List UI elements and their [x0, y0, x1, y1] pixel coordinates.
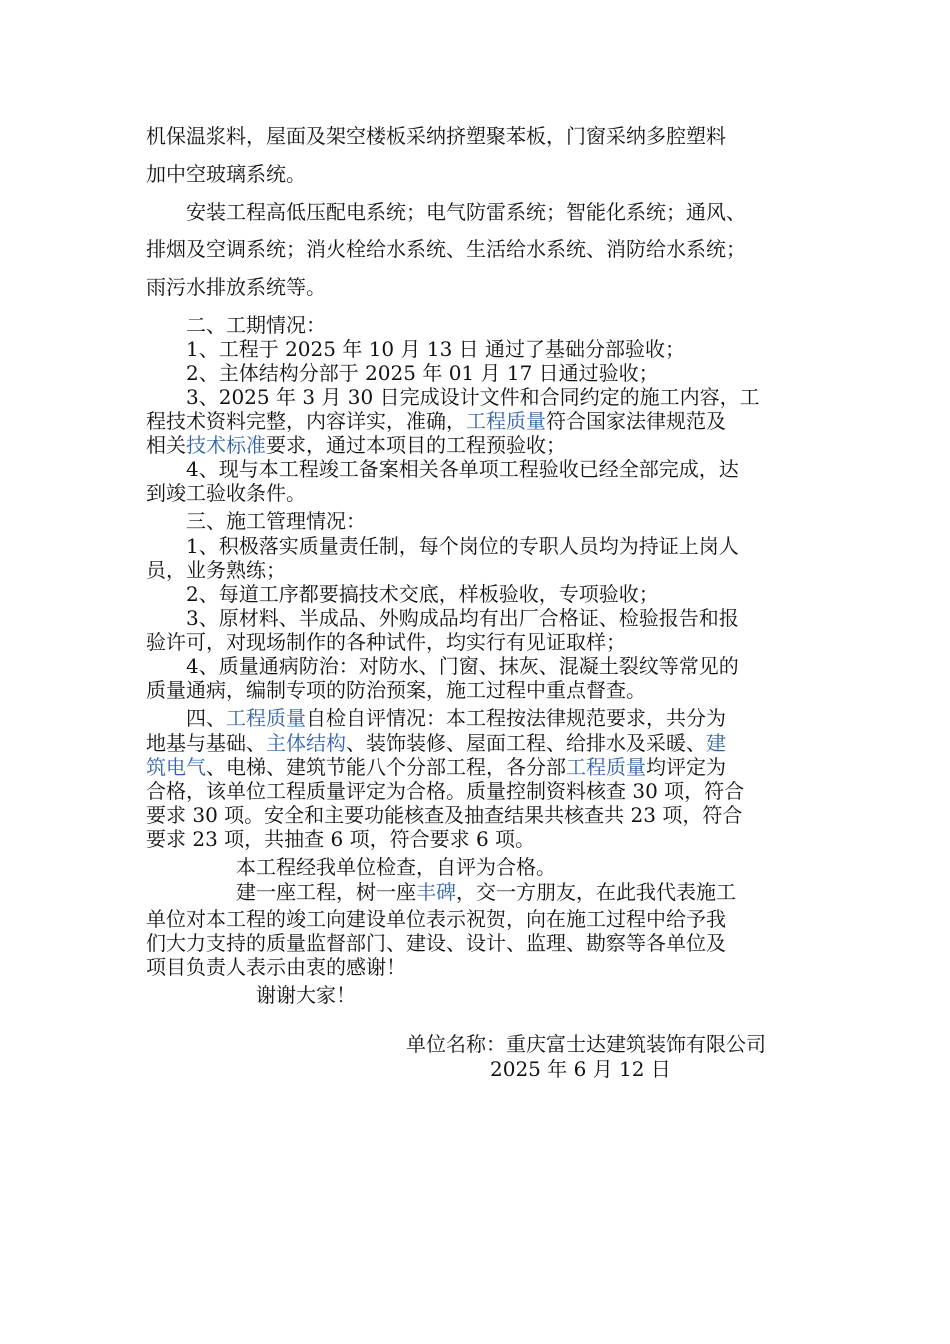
paragraph-line: 们大力支持的质量监督部门、建设、设计、监理、勘察等各单位及 [146, 931, 726, 955]
link-main-structure[interactable]: 主体结构 [266, 731, 346, 755]
paragraph-line: 排烟及空调系统；消火栓给水系统、生活给水系统、消防给水系统； [146, 237, 746, 261]
list-item: 3、2025 年 3 月 30 日完成设计文件和合同约定的施工内容，工 [186, 385, 760, 409]
list-item-continuation: 员，业务熟练； [146, 558, 286, 582]
section-heading [186, 706, 726, 730]
section-heading: 三、施工管理情况： [186, 509, 366, 533]
paragraph-line: 机保温浆料，屋面及架空楼板采纳挤塑聚苯板，门窗采纳多腔塑料 [146, 124, 726, 148]
self-evaluation: 本工程经我单位检查，自评为合格。 [236, 855, 556, 879]
list-item-continuation: 质量通病，编制专项的防治预案，施工过程中重点督查。 [146, 678, 646, 702]
signature-date: 2025 年 6 月 12 日 [490, 1057, 671, 1081]
list-item: 3、原材料、半成品、外购成品均有出厂合格证、检验报告和报 [186, 606, 739, 630]
list-item: 2、主体结构分部于 2025 年 01 月 17 日通过验收； [186, 361, 659, 385]
paragraph-line: 安装工程高低压配电系统；电气防雷系统；智能化系统；通风、 [186, 200, 746, 224]
paragraph-line: 加中空玻璃系统。 [146, 162, 306, 186]
link-engineering-quality[interactable]: 工程质量 [226, 706, 306, 730]
paragraph-line: 项目负责人表示由衷的感谢！ [146, 955, 406, 979]
text-run: 相关 [146, 433, 186, 457]
section-heading: 二、工期情况： [186, 313, 326, 337]
text-run: 四、 [186, 706, 226, 730]
thanks-line: 谢谢大家！ [256, 983, 356, 1007]
text-run: 、装饰装修、屋面工程、给排水及采暖、 [346, 731, 706, 755]
paragraph-line: 要求 30 项。安全和主要功能核查及抽查结果共核查共 23 项，符合 [146, 803, 743, 827]
link-technical-standard[interactable]: 技术标准 [186, 433, 266, 457]
list-item-continuation: 验许可，对现场制作的各种试件，均实行有见证取样； [146, 630, 626, 654]
list-item: 1、工程于 2025 年 10 月 13 日 通过了基础分部验收； [186, 337, 686, 361]
unit-name: 单位名称：重庆富士达建筑装饰有限公司 [406, 1032, 766, 1056]
list-item: 4、现与本工程竣工备案相关各单项工程验收已经全部完成，达 [186, 457, 739, 481]
link-building-electrical[interactable]: 建 [706, 731, 726, 755]
text-run: ，交一方朋友，在此我代表施工 [456, 880, 736, 904]
text-run: 建一座工程，树一座 [236, 880, 416, 904]
paragraph-line: 雨污水排放系统等。 [146, 275, 326, 299]
text-run: 符合国家法律规范及 [546, 409, 726, 433]
paragraph-line [146, 731, 726, 755]
paragraph-line: 合格，该单位工程质量评定为合格。质量控制资料核查 30 项，符合 [146, 779, 745, 803]
text-run: 均评定为 [646, 755, 726, 779]
list-item: 2、每道工序都要搞技术交底，样板验收，专项验收； [186, 582, 659, 606]
link-engineering-quality[interactable]: 工程质量 [466, 409, 546, 433]
paragraph-line: 单位对本工程的竣工向建设单位表示祝贺，向在施工过程中给予我 [146, 907, 726, 931]
text-run: 要求，通过本项目的工程预验收； [266, 433, 566, 457]
list-item: 1、积极落实质量责任制，每个岗位的专职人员均为持证上岗人 [186, 534, 739, 558]
link-monument[interactable]: 丰碑 [416, 880, 456, 904]
paragraph-line: 要求 23 项，共抽查 6 项，符合要求 6 项。 [146, 827, 536, 851]
list-item-continuation: 到竣工验收条件。 [146, 481, 306, 505]
text-run: 、电梯、建筑节能八个分部工程，各分部 [206, 755, 566, 779]
link-building-electrical[interactable]: 筑电气 [146, 755, 206, 779]
link-engineering-quality[interactable]: 工程质量 [566, 755, 646, 779]
text-run: 地基与基础、 [146, 731, 266, 755]
text-run: 自检自评情况：本工程按法律规范要求，共分为 [306, 706, 726, 730]
list-item-continuation [146, 409, 726, 433]
text-run: 程技术资料完整，内容详实，准确， [146, 409, 466, 433]
paragraph-line [146, 755, 726, 779]
list-item-continuation [146, 433, 566, 457]
paragraph-line [236, 880, 736, 904]
list-item: 4、质量通病防治：对防水、门窗、抹灰、混凝土裂纹等常见的 [186, 654, 739, 678]
